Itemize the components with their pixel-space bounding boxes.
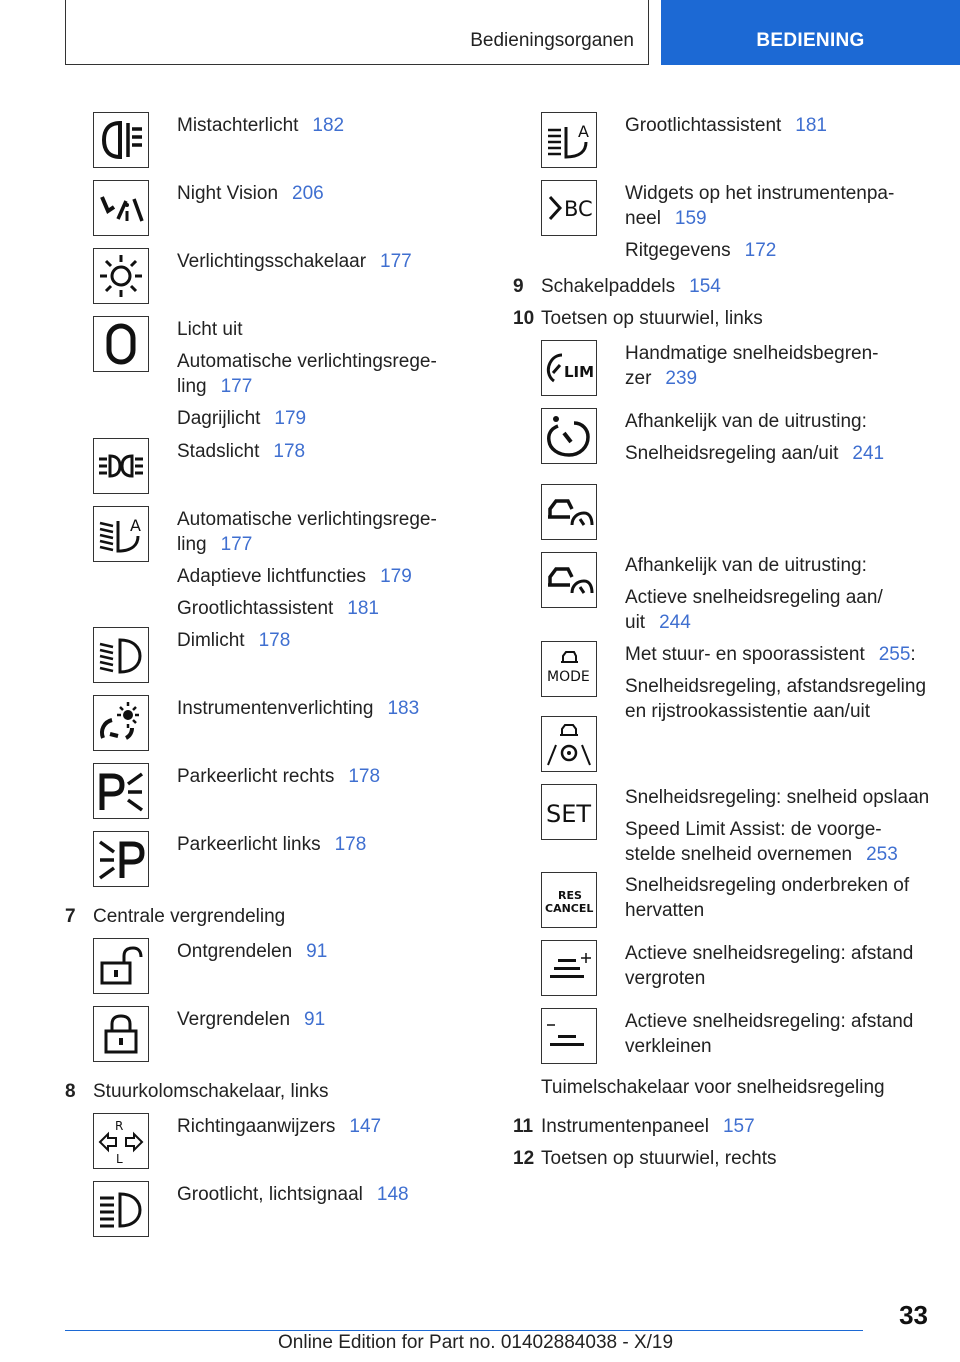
- entry-label: Dimlicht: [177, 630, 245, 651]
- page-link[interactable]: 154: [689, 276, 721, 297]
- parking-light-left-icon: [93, 831, 149, 887]
- entry-mode: [541, 641, 926, 731]
- entry-label: Dagrijlicht: [177, 408, 261, 429]
- rocker-switch-note: Tuimelschakelaar voor snelheidsregeling: [541, 1077, 885, 1098]
- item-number: 7: [65, 906, 76, 927]
- entry-stadslicht: [93, 438, 305, 494]
- entry-label: Licht uit: [177, 319, 243, 340]
- page-link[interactable]: 241: [852, 443, 885, 464]
- item-number: 9: [513, 276, 524, 297]
- entry-label: Afhankelijk van de uitrusting:: [625, 411, 867, 432]
- svg-text:RES: RES: [558, 889, 582, 902]
- svg-text:A: A: [578, 122, 589, 141]
- item-title: Stuurkolomschakelaar, links: [93, 1081, 329, 1102]
- svg-text:A: A: [130, 516, 141, 535]
- set-button-icon: [541, 784, 597, 840]
- page-link[interactable]: 244: [659, 612, 691, 633]
- entry-suffix: :: [910, 644, 916, 665]
- item-number: 12: [513, 1148, 535, 1169]
- entry-label: Snelheidsregeling aan/uit: [625, 443, 839, 464]
- page-link[interactable]: 182: [312, 115, 345, 136]
- entry-acc: [541, 552, 883, 642]
- turn-signal-icon: [93, 1113, 149, 1169]
- entry-grootlicht: [93, 1181, 409, 1237]
- svg-text:CANCEL: CANCEL: [545, 902, 594, 915]
- entry-distance-increase: [541, 940, 913, 998]
- parking-light-right-icon: [93, 763, 149, 819]
- page-link[interactable]: 253: [866, 844, 898, 865]
- entry-label: Grootlichtassistent: [625, 115, 782, 136]
- entry-label: uit: [625, 612, 646, 633]
- bc-button-icon: [541, 180, 597, 236]
- entry-night-vision: [93, 180, 324, 236]
- high-beam-assistant-icon: [541, 112, 597, 168]
- page-link[interactable]: 178: [334, 834, 367, 855]
- entry-mistachterlicht: [93, 112, 344, 168]
- page-link[interactable]: 206: [292, 183, 324, 204]
- page-link[interactable]: 255: [878, 644, 911, 665]
- active-cruise-control-icon: [541, 552, 597, 608]
- page-link[interactable]: 178: [258, 630, 291, 651]
- entry-label: Widgets op het instrumentenpa-: [625, 183, 895, 204]
- item-title-text: Schakelpaddels: [541, 276, 676, 297]
- entry-label: Grootlicht, lichtsignaal: [177, 1184, 363, 1205]
- entry-label: Parkeerlicht links: [177, 834, 321, 855]
- entry-label: Met stuur- en spoorassistent: [625, 644, 865, 665]
- entry-label: Actieve snelheidsregeling aan/: [625, 587, 883, 608]
- page-link[interactable]: 157: [722, 1116, 755, 1137]
- svg-text:R: R: [115, 1119, 124, 1133]
- entry-label: neel: [625, 208, 661, 229]
- chapter-tab[interactable]: [661, 0, 960, 65]
- entry-label: Verlichtingsschakelaar: [177, 251, 367, 272]
- parking-lights-icon: [93, 438, 149, 494]
- entry-label: Parkeerlicht rechts: [177, 766, 335, 787]
- entry-instrumentenverlichting: [93, 695, 419, 751]
- res-cancel-button-icon: [541, 872, 597, 928]
- page-link[interactable]: 178: [348, 766, 381, 787]
- entry-label: Instrumentenverlichting: [177, 698, 374, 719]
- entry-label: Adaptieve lichtfuncties: [177, 566, 367, 587]
- item-number: 8: [65, 1081, 76, 1102]
- active-cruise-control-icon: [541, 484, 597, 540]
- entry-label: hervatten: [625, 900, 705, 921]
- entry-auto-lighting: [93, 506, 437, 628]
- entry-label: Snelheidsregeling onderbreken of: [625, 875, 910, 896]
- high-beam-icon: [93, 1181, 149, 1237]
- lock-icon: [93, 1006, 149, 1062]
- item-title: Toetsen op stuurwiel, rechts: [541, 1148, 777, 1169]
- entry-label: verkleinen: [625, 1036, 712, 1057]
- entry-label: Snelheidsregeling: snelheid opslaan: [625, 787, 930, 808]
- entry-label: Richtingaanwijzers: [177, 1116, 336, 1137]
- rear-fog-light-icon: [93, 112, 149, 168]
- night-vision-icon: [93, 180, 149, 236]
- page-link[interactable]: 147: [349, 1116, 382, 1137]
- mode-button-icon: [541, 641, 597, 697]
- entry-res-cancel: [541, 872, 909, 930]
- entry-verlichtingsschakelaar: [93, 248, 412, 304]
- entry-label: Speed Limit Assist: de voorge-: [625, 819, 882, 840]
- item-number: 11: [513, 1116, 534, 1137]
- entry-label: Automatische verlichtingsrege-: [177, 509, 437, 530]
- entry-label: Actieve snelheidsregeling: afstand: [625, 1011, 914, 1032]
- page-link[interactable]: 179: [274, 408, 307, 429]
- entry-label: Vergrendelen: [177, 1009, 291, 1030]
- entry-label: Snelheidsregeling, afstandsregeling: [625, 676, 927, 697]
- unlock-icon: [93, 938, 149, 994]
- entry-label: Actieve snelheidsregeling: afstand: [625, 943, 914, 964]
- item-title: Toetsen op stuurwiel, links: [541, 308, 763, 329]
- page-link[interactable]: 178: [273, 441, 306, 462]
- entry-label: zer: [625, 368, 652, 389]
- entry-licht-uit: [93, 316, 437, 438]
- footer-edition: Online Edition for Part no. 01402884038 - X/19: [278, 1332, 674, 1353]
- svg-text:MODE: MODE: [547, 669, 590, 685]
- instrument-lighting-icon: [93, 695, 149, 751]
- steering-assist-icon: [541, 716, 597, 772]
- page-link[interactable]: 239: [665, 368, 698, 389]
- entry-parkeerlicht-rechts: [93, 763, 380, 819]
- entry-label: vergroten: [625, 968, 706, 989]
- svg-text:BC: BC: [564, 197, 593, 221]
- entry-parkeerlicht-links: [93, 831, 366, 887]
- entry-label: Mistachterlicht: [177, 115, 299, 136]
- entry-label: ling: [177, 534, 207, 555]
- item-title: [541, 1116, 755, 1138]
- page-link[interactable]: 91: [306, 941, 328, 962]
- section-title: Bedieningsorganen: [470, 30, 634, 51]
- page-link[interactable]: 148: [376, 1184, 409, 1205]
- entry-label: Grootlichtassistent: [177, 598, 334, 619]
- item-title-text: Instrumentenpaneel: [541, 1116, 709, 1137]
- svg-text:L: L: [116, 1152, 123, 1166]
- page-link[interactable]: 181: [795, 115, 827, 136]
- page-link[interactable]: 181: [347, 598, 379, 619]
- entry-label: stelde snelheid overnemen: [625, 844, 853, 865]
- entry-label: Automatische verlichtingsrege-: [177, 351, 437, 372]
- entry-label: Stadslicht: [177, 441, 260, 462]
- page-link[interactable]: 177: [380, 251, 412, 272]
- distance-decrease-icon: [541, 1008, 597, 1064]
- entry-label: Afhankelijk van de uitrusting:: [625, 555, 867, 576]
- entry-grootlichtassistent: [541, 112, 827, 168]
- page-link[interactable]: 177: [220, 534, 253, 555]
- entry-vergrendelen: [93, 1006, 325, 1062]
- cruise-control-icon: [541, 408, 597, 464]
- entry-distance-decrease: [541, 1008, 913, 1066]
- header-box: [65, 0, 649, 65]
- page-number: 33: [899, 1300, 928, 1330]
- entry-set: [541, 784, 929, 874]
- item-number: 10: [513, 308, 535, 329]
- low-beam-icon: [93, 627, 149, 683]
- entry-label: en rijstrookassistentie aan/uit: [625, 701, 871, 722]
- footer-divider: [65, 1330, 863, 1331]
- distance-increase-icon: [541, 940, 597, 996]
- svg-text:LIM: LIM: [564, 363, 594, 381]
- item-title: Centrale vergrendeling: [93, 906, 286, 927]
- entry-richtingaanwijzers: [93, 1113, 381, 1169]
- entry-label: Handmatige snelheidsbegren-: [625, 343, 879, 364]
- page-link[interactable]: 177: [220, 376, 253, 397]
- entry-widgets: [541, 180, 894, 270]
- entry-dimlicht: [93, 627, 290, 683]
- entry-label: Ritgegevens: [625, 240, 731, 261]
- entry-ontgrendelen: [93, 938, 327, 994]
- item-title: [541, 276, 721, 298]
- light-off-icon: [93, 316, 149, 372]
- entry-label: Night Vision: [177, 183, 279, 204]
- speed-limiter-icon: [541, 340, 597, 396]
- entry-steering-assist-icon: [541, 716, 597, 772]
- entry-label: ling: [177, 376, 207, 397]
- page-link[interactable]: 183: [387, 698, 420, 719]
- chapter-title: BEDIENING: [756, 30, 865, 51]
- entry-lim: [541, 340, 879, 398]
- entry-label: Ontgrendelen: [177, 941, 293, 962]
- page-link[interactable]: 172: [744, 240, 777, 261]
- entry-cruise-control: [541, 408, 884, 473]
- auto-headlight-icon: [93, 506, 149, 562]
- light-switch-icon: [93, 248, 149, 304]
- page-link[interactable]: 91: [304, 1009, 326, 1030]
- entry-acc-icon-only: [541, 484, 597, 540]
- page-link[interactable]: 179: [380, 566, 412, 587]
- svg-text:SET: SET: [546, 800, 592, 828]
- page-link[interactable]: 159: [674, 208, 707, 229]
